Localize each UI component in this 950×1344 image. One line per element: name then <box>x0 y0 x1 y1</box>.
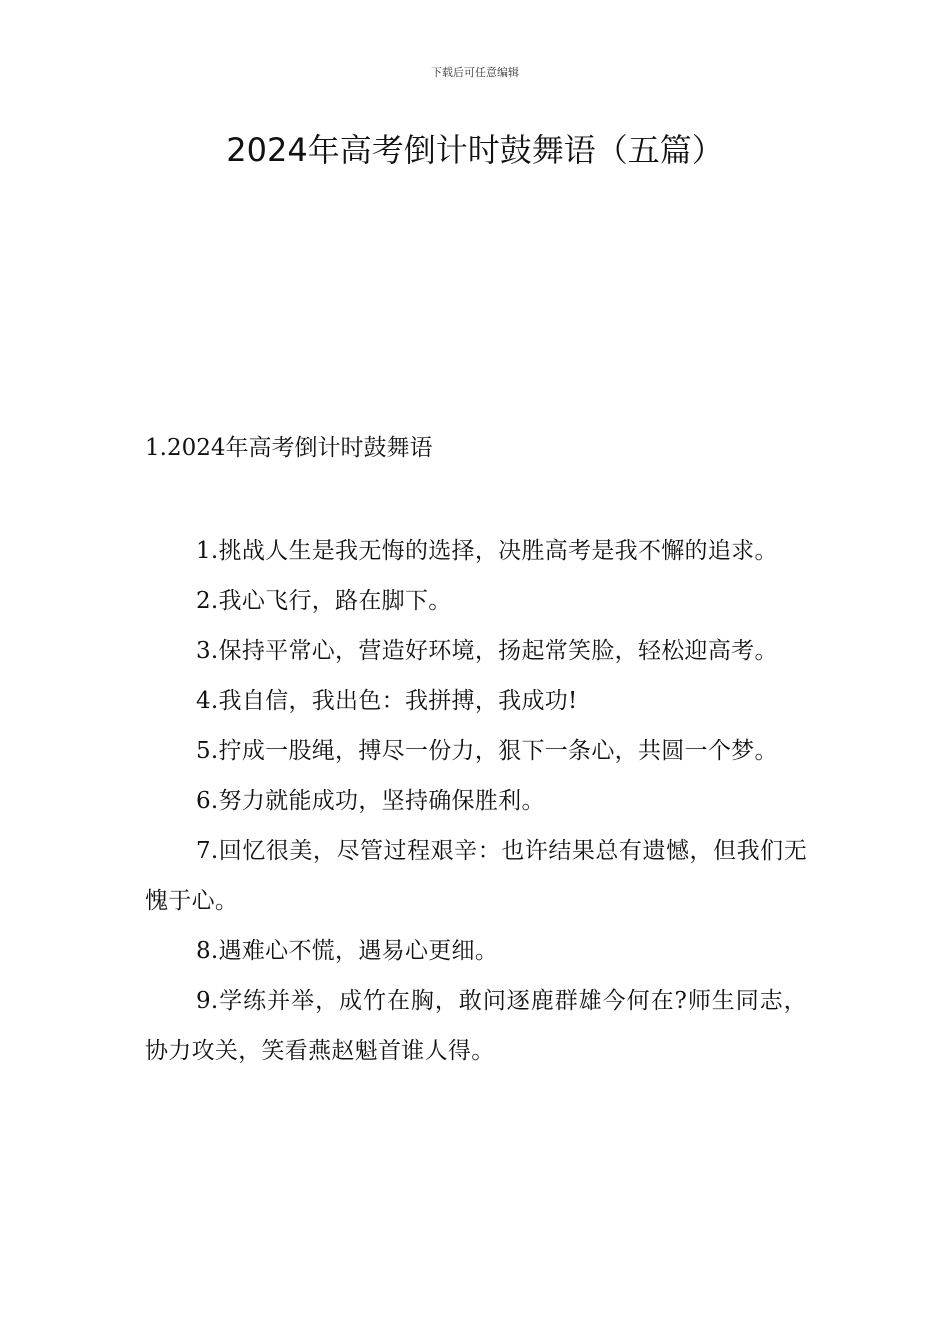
document-title: 2024年高考倒计时鼓舞语（五篇） <box>226 131 724 169</box>
header-note: 下载后可任意编辑 <box>431 66 519 79</box>
list-item: 6.努力就能成功，坚持确保胜利。 <box>196 788 545 814</box>
list-item: 1.挑战人生是我无悔的选择，决胜高考是我不懈的追求。 <box>196 538 778 564</box>
list-item: 2.我心飞行，路在脚下。 <box>196 588 452 614</box>
document-body <box>145 526 807 1076</box>
list-item: 5.拧成一股绳，搏尽一份力，狠下一条心，共圆一个梦。 <box>196 738 778 764</box>
list-item: 3.保持平常心，营造好环境，扬起常笑脸，轻松迎高考。 <box>196 638 778 664</box>
section-heading: 1.2024年高考倒计时鼓舞语 <box>145 435 433 461</box>
list-item: 9.学练并举，成竹在胸，敢问逐鹿群雄今何在?师生同志，协力攻关，笑看燕赵魁首谁人得。 <box>145 988 807 1064</box>
list-item: 4.我自信，我出色：我拼搏，我成功! <box>196 688 578 714</box>
list-item: 7.回忆很美，尽管过程艰辛：也许结果总有遗憾，但我们无愧于心。 <box>145 838 807 914</box>
list-item: 8.遇难心不慌，遇易心更细。 <box>196 938 499 964</box>
